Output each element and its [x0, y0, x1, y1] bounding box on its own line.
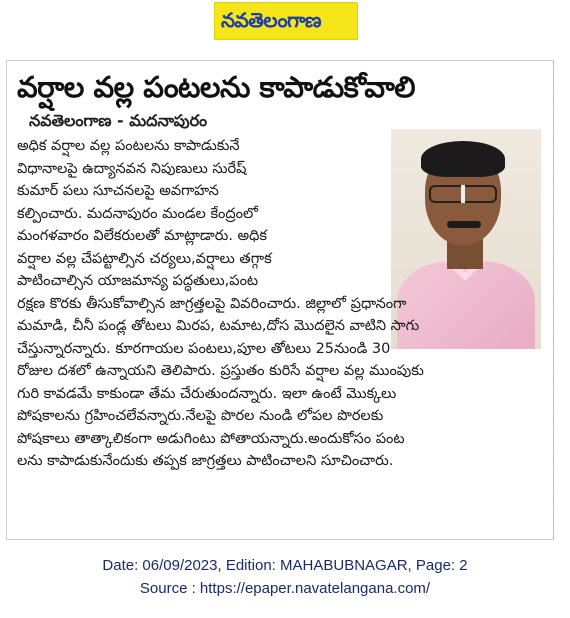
article-line: రోజుల దశలో ఉన్నాయని తెలిపారు. ప్రస్తుతం కురిసే వర్షాల వల్ల ముంపుకు [17, 363, 424, 379]
article-line: విధానాలపై ఉద్యానవన నిపుణులు సురేష్ [17, 160, 247, 177]
masthead-logo [214, 2, 358, 40]
article-line: వర్షాల వల్ల చేపట్టాల్సిన చర్యలు,వర్షాలు తగ్గాక [17, 250, 272, 267]
source-caption: Source : https://epaper.navatelangana.com/ [139, 580, 431, 597]
article-line: గురి కావడమే కాకుండా తేమ చేరుతుందన్నారు. ఇలా ఉంటే మొక్కలు [17, 385, 397, 402]
article-headline: వర్షాల వల్ల పంటలను కాపాడుకోవాలి [17, 70, 416, 104]
article-line: కల్పించారు. మదనాపురం మండల కేంద్రంలో [17, 205, 258, 222]
article-line: అధిక వర్షాల వల్ల పంటలను కాపాడుకునే [17, 138, 240, 154]
article-line: లను కాపాడుకునేందుకు తప్పక జాగ్రత్తలు పాటించాలని సూచించారు. [17, 453, 394, 469]
clipping-cut-edge [553, 61, 554, 539]
article-dateline: నవతెలంగాణ - మదనాపురం [29, 111, 208, 130]
edition-caption: Date: 06/09/2023, Edition: MAHABUBNAGAR, Page: 2 [102, 557, 468, 574]
article-body [17, 135, 545, 473]
masthead-title: నవతెలంగాణ [221, 8, 322, 32]
article-line: పోషకాలను గ్రహించలేవన్నారు.నేలపై పొరల నుండి లోపల పొరలకు [17, 408, 384, 424]
article-line: పోషకాలు తాత్కాలికంగా అడుగింటు పోతాయన్నారు.అందుకోసం పంట [17, 430, 405, 447]
article-line: పాటించాల్సిన యాజమాన్య పద్ధతులు,పంట [17, 273, 259, 289]
article-line: రక్షణ కొరకు తీసుకోవాల్సిన జాగ్రత్తలపై వివరించారు. జిల్లాలో ప్రధానంగా [17, 295, 407, 312]
article-line: కుమార్ పలు సూచనలపై అవగాహన [17, 183, 219, 199]
article-line: మంగళవారం విలేకరులతో మాట్లాడారు. అధిక [17, 228, 267, 244]
article-line: మమాడి, చీనీ పండ్ల తోటలు మిరప, టమాట,దోస మొదలైన వాటిని సాగు [17, 318, 420, 334]
article-line: చేస్తున్నారన్నారు. కూరగాయల పంటలు,పూల తోటలు 25నుండి 30 [17, 340, 391, 357]
news-clipping [6, 60, 554, 540]
